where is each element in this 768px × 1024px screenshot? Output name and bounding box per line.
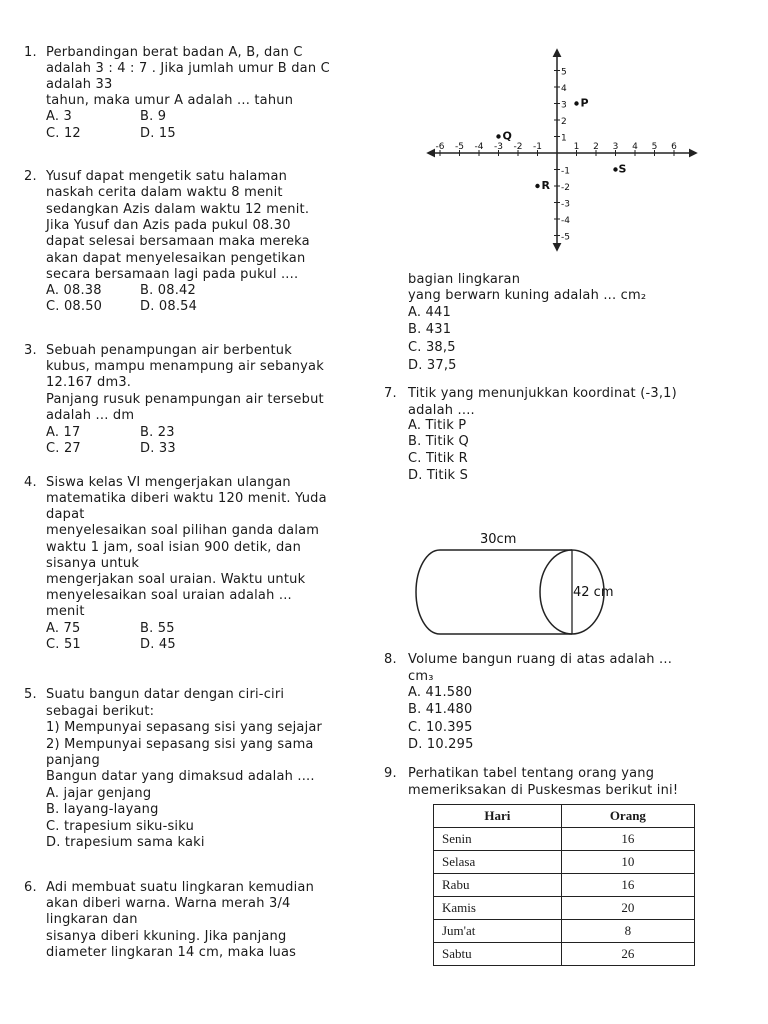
question-text: sedangkan Azis dalam waktu 12 menit. [46, 202, 310, 217]
question-text: Sebuah penampungan air berbentuk [46, 343, 292, 358]
option-c: C. 12 [46, 126, 81, 141]
x-tick-label: 4 [632, 142, 638, 152]
option-b: B. 9 [140, 109, 167, 124]
point-label-q: Q [502, 129, 512, 143]
option-b: B. 23 [140, 425, 175, 440]
option-b: B. layang-layang [46, 802, 159, 817]
y-tick-label: -3 [561, 199, 570, 210]
question-text: Yusuf dapat mengetik satu halaman [46, 169, 288, 184]
cylinder-diagram [410, 524, 630, 640]
option-c: C. 10.395 [408, 720, 473, 735]
option-d: D. 08.54 [140, 299, 198, 314]
option-a: A. 17 [46, 425, 81, 440]
day-cell: Selasa [434, 851, 562, 874]
x-tick-label: -2 [513, 142, 523, 152]
day-cell: Senin [434, 828, 562, 851]
y-tick-label: -4 [561, 216, 570, 226]
x-tick-label: 5 [651, 142, 658, 152]
option-c: C. Titik R [408, 451, 468, 466]
question-text: 12.167 dm3. [46, 375, 132, 390]
option-a: A. 41.580 [408, 685, 473, 700]
point-q [496, 134, 500, 138]
question-text: matematika diberi waktu 120 menit. Yuda [46, 491, 327, 506]
question-text: Perhatikan tabel tentang orang yang [408, 766, 655, 781]
coordinate-plane [420, 46, 702, 254]
question-text: yang berwarn kuning adalah ... cm₂ [408, 288, 647, 303]
count-cell: 20 [561, 897, 694, 920]
option-d: D. 37,5 [408, 358, 457, 373]
question-number: 3. [24, 343, 37, 358]
y-tick-label: -1 [561, 166, 570, 177]
header-hari: Hari [434, 805, 562, 828]
question-text: Siswa kelas VI mengerjakan ulangan [46, 475, 291, 490]
question-text: memeriksakan di Puskesmas berikut ini! [408, 783, 679, 798]
count-cell: 26 [561, 943, 694, 966]
option-d: D. 45 [140, 637, 176, 652]
question-text: Suatu bangun datar dengan ciri-ciri [46, 687, 285, 702]
y-tick-label: -2 [561, 183, 570, 193]
question-number: 1. [24, 45, 37, 60]
question-text: mengerjakan soal uraian. Waktu untuk [46, 572, 306, 587]
x-tick-label: -5 [455, 142, 464, 152]
header-orang: Orang [561, 805, 694, 828]
point-s [613, 167, 617, 171]
option-d: D. 33 [140, 441, 176, 456]
day-cell: Kamis [434, 897, 562, 920]
day-cell: Rabu [434, 874, 562, 897]
question-text: menyelesaikan soal uraian adalah ... [46, 588, 292, 603]
point-label-p: P [580, 96, 589, 110]
option-a: A. Titik P [408, 418, 467, 433]
question-number: 7. [384, 386, 397, 401]
question-text: Volume bangun ruang di atas adalah ... [408, 652, 673, 667]
y-tick-label: 3 [561, 100, 567, 111]
y-tick-label: -5 [561, 232, 570, 243]
point-r [535, 184, 539, 188]
question-text: dapat [46, 507, 85, 522]
option-a: A. 441 [408, 305, 451, 320]
table-row [434, 828, 695, 851]
x-tick-label: 1 [573, 142, 580, 152]
question-text: Titik yang menunjukkan koordinat (-3,1) [408, 386, 677, 401]
x-tick-label: -4 [474, 142, 484, 152]
table-row [434, 851, 695, 874]
option-a: A. 75 [46, 621, 81, 636]
question-text: waktu 1 jam, soal isian 900 detik, dan [46, 540, 302, 555]
option-a: A. 3 [46, 109, 73, 124]
count-cell: 16 [561, 828, 694, 851]
question-number: 9. [384, 766, 397, 781]
question-text: diameter lingkaran 14 cm, maka luas [46, 945, 297, 960]
x-tick-label: -6 [435, 142, 445, 152]
question-text: kubus, mampu menampung air sebanyak [46, 359, 324, 374]
question-number: 6. [24, 880, 37, 895]
question-text: Perbandingan berat badan A, B, dan C [46, 45, 303, 60]
question-text: cm₃ [408, 669, 434, 684]
count-cell: 16 [561, 874, 694, 897]
count-cell: 10 [561, 851, 694, 874]
question-text: 1) Mempunyai sepasang sisi yang sejajar [46, 720, 323, 735]
question-text: sebagai berikut: [46, 704, 155, 719]
option-b: B. 431 [408, 322, 452, 337]
question-text: Panjang rusuk penampungan air tersebut [46, 392, 324, 407]
point-p [574, 101, 578, 105]
option-b: B. Titik Q [408, 434, 469, 449]
table-row [434, 943, 695, 966]
question-number: 5. [24, 687, 37, 702]
length-label: 30cm [480, 532, 517, 547]
option-d: D. 15 [140, 126, 176, 141]
question-text: Adi membuat suatu lingkaran kemudian [46, 880, 315, 895]
y-tick-label: 4 [561, 84, 567, 94]
question-text: menyelesaikan soal pilihan ganda dalam [46, 523, 320, 538]
x-tick-label: -1 [533, 142, 542, 152]
question-text: adalah 3 : 4 : 7 . Jika jumlah umur B dan C [46, 61, 330, 76]
question-number: 2. [24, 169, 37, 184]
question-text: sisanya untuk [46, 556, 140, 571]
question-text: bagian lingkaran [408, 272, 521, 287]
option-b: B. 41.480 [408, 702, 473, 717]
question-text: tahun, maka umur A adalah ... tahun [46, 93, 294, 108]
question-text: 2) Mempunyai sepasang sisi yang sama [46, 737, 314, 752]
option-b: B. 08.42 [140, 283, 196, 298]
question-text: adalah 33 [46, 77, 113, 92]
question-text: akan dapat menyelesaikan pengetikan [46, 251, 306, 266]
question-text: dapat selesai bersamaan maka mereka [46, 234, 310, 249]
day-cell: Jum'at [434, 920, 562, 943]
question-text: akan diberi warna. Warna merah 3/4 [46, 896, 291, 911]
question-text: Bangun datar yang dimaksud adalah .... [46, 769, 315, 784]
x-tick-label: -3 [494, 142, 503, 152]
option-a: A. jajar genjang [46, 786, 152, 801]
option-b: B. 55 [140, 621, 175, 636]
point-label-r: R [541, 179, 550, 192]
question-text: panjang [46, 753, 100, 768]
option-c: C. trapesium siku-siku [46, 819, 195, 834]
question-number: 8. [384, 652, 397, 667]
x-tick-label: 2 [593, 142, 599, 152]
option-c: C. 08.50 [46, 299, 103, 314]
table-row [434, 897, 695, 920]
table-row [434, 920, 695, 943]
y-tick-label: 5 [561, 67, 567, 78]
question-text: Jika Yusuf dan Azis pada pukul 08.30 [46, 218, 291, 233]
table-header-row [434, 805, 695, 828]
option-c: C. 38,5 [408, 340, 456, 355]
option-d: D. Titik S [408, 468, 469, 483]
day-cell: Sabtu [434, 943, 562, 966]
y-tick-label: 2 [561, 117, 567, 127]
question-text: secara bersamaan lagi pada pukul .... [46, 267, 299, 282]
option-c: C. 51 [46, 637, 81, 652]
diameter-label: 42 cm [573, 585, 614, 600]
x-tick-label: 6 [671, 142, 677, 152]
option-c: C. 27 [46, 441, 81, 456]
y-tick-label: 1 [561, 133, 567, 144]
question-text: naskah cerita dalam waktu 8 menit [46, 185, 283, 200]
point-label-s: S [618, 162, 627, 176]
option-a: A. 08.38 [46, 283, 102, 298]
question-text: adalah .... [408, 403, 475, 418]
question-text: menit [46, 604, 85, 619]
question-text: adalah ... dm [46, 408, 135, 423]
question-text: lingkaran dan [46, 912, 138, 927]
visitor-table [433, 804, 695, 966]
option-d: D. 10.295 [408, 737, 474, 752]
question-text: sisanya diberi kkuning. Jika panjang [46, 929, 287, 944]
option-d: D. trapesium sama kaki [46, 835, 205, 850]
table-row [434, 874, 695, 897]
question-number: 4. [24, 475, 37, 490]
count-cell: 8 [561, 920, 694, 943]
x-tick-label: 3 [612, 142, 619, 152]
